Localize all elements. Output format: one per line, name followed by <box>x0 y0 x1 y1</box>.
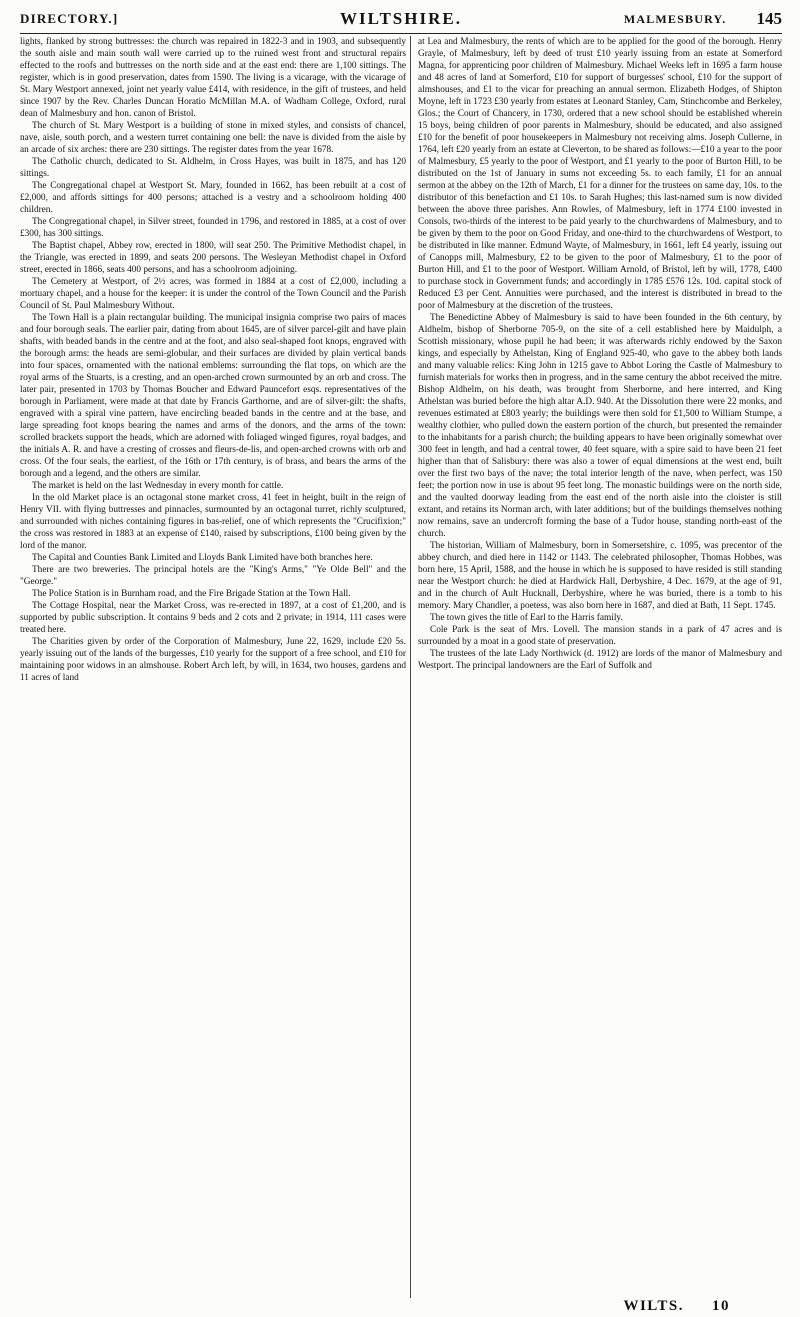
paragraph: The Charities given by order of the Corporation of Malmesbury, June 22, 1629, include £20 5s. yearly issuing out of the lands of the burgesses, £10 yearly for the support of a free school, and £10 for maintaining poor widows in an almshouse. Robert Arch left, by will, in 1634, two houses, gardens and 11 acres of land <box>20 637 406 683</box>
page-footer <box>623 1298 730 1316</box>
column-divider <box>410 36 411 1298</box>
paragraph: The Catholic church, dedicated to St. Aldhelm, in Cross Hayes, was built in 1875, and has 120 sittings. <box>20 157 406 179</box>
header-county-title: WILTSHIRE. <box>340 9 462 28</box>
paragraph: The church of St. Mary Westport is a building of stone in mixed styles, and consists of chancel, nave, aisle, south porch, and a western turret containing one bell: the nave is divided from the aisle by an arcade of six arches: there are 230 sittings. The register dates from the year 1678. <box>20 121 406 155</box>
page-header <box>20 6 782 32</box>
footer-signature-label: WILTS. <box>623 1298 684 1314</box>
paragraph: The Cemetery at Westport, of 2½ acres, was formed in 1884 at a cost of £2,000, including a mortuary chapel, and a house for the keeper: it is under the control of the Town Council and the Parish Council of St. Paul Malmesbury Without. <box>20 277 406 311</box>
paragraph: The Benedictine Abbey of Malmesbury is said to have been founded in the 6th century, by Aldhelm, bishop of Sherborne 705-9, on the site of a cell established here by Maidulph, a Scottish missionary, whose pupil he had been; it was afterwards richly endowed by the Saxon kings, and especially by Athelstan, King of England 925-40, who gave to the abbey both lands and many valuable relics: King John in 1215 gave to Abbot Loring the Castle of Malmesbury to furnish materials for works then in progress, and in the same century the abbot received the mitre. Bishop Aldhelm, on his death, was brought from Sherborne, and here interred, and King Athelstan was buried before the high altar A.D. 940. At the Dissolution there were 22 monks, and revenues estimated at £803 yearly; the buildings were then sold for £1,500 to William Stumpe, a wealthy clothier, who pulled down the eastern portion of the church, but presented the remainder to the inhabitants for a parish church; the building appears to have been originally somewhat over 300 feet in length, and had a central tower, 40 feet square, with a spire said to have been 21 feet higher than that of Salisbury: there was also a tower of equal dimensions at the west end, built over the first two bays of the nave; the total interior length of the nave, when perfect, was 150 feet; the portion now in use is about 95 feet long. The monastic buildings were on the north side, and the vaulted doorway leading from the east end of the north aisle into the cloister is still extant, and retains its Norman arch, with later additions; but of the buildings themselves nothing now remains, save an undercroft forming the base of a Tudor house, standing north-east of the church. <box>418 313 782 539</box>
header-town-title: MALMESBURY. <box>623 11 727 26</box>
paragraph: The Cottage Hospital, near the Market Cross, was re-erected in 1897, at a cost of £1,200, and is supported by public subscription. It contains 9 beds and 2 cots and 2 private; in 1914, 111 cases were treated here. <box>20 601 406 635</box>
paragraph: In the old Market place is an octagonal stone market cross, 41 feet in height, built in the reign of Henry VII. with flying buttresses and pinnacles, surmounted by an octagonal turret, richly sculptured, and surrounded with niches containing figures in bas-relief, one of which represents the "Crucifixion;" the cross was restored in 1883 at an expense of £140, raised by subscriptions, £100 being given by the lord of the manor. <box>20 493 406 551</box>
header-section-label: DIRECTORY.] <box>20 11 119 26</box>
paragraph: The market is held on the last Wednesday in every month for cattle. <box>32 481 284 491</box>
paragraph: The Capital and Counties Bank Limited and Lloyds Bank Limited have both branches here. <box>32 553 373 563</box>
paragraph: The Police Station is in Burnham road, and the Fire Brigade Station at the Town Hall. <box>32 589 351 599</box>
paragraph: The trustees of the late Lady Northwick (d. 1912) are lords of the manor of Malmesbury and Westport. The principal landowners are the Earl of Suffolk and <box>418 649 782 671</box>
paragraph: The historian, William of Malmesbury, born in Somersetshire, c. 1095, was precentor of the abbey church, and died here in 1142 or 1143. The celebrated philosopher, Thomas Hobbes, was born here, 15 April, 1588, and the house in which he is supposed to have resided is still standing near the Westport church: he died at Hardwick Hall, Derbyshire, 4 Dec. 1679, at the age of 91, and in the church of Ault Hucknall, Derbyshire, where he was buried, there is a tomb to his memory. Mary Chandler, a poetess, was also born here in 1687, and died at Bath, 11 Sept. 1745. <box>418 541 782 611</box>
paragraph: The town gives the title of Earl to the Harris family. <box>430 613 623 623</box>
paragraph: Cole Park is the seat of Mrs. Lovell. The mansion stands in a park of 47 acres and is surrounded by a moat in a good state of preservation. <box>418 625 782 647</box>
footer-signature-number: 10 <box>712 1298 730 1314</box>
paragraph: lights, flanked by strong buttresses: the church was repaired in 1822-3 and in 1903, and subsequently the south aisle and main south wall were carried up to the ruined west front and structural repairs effected to the roofs and buttresses on the north side and at the east end: there are 1,100 sittings. The register, which is in good preservation, dates from 1590. The living is a vicarage, with the vicarage of St. Mary Westport annexed, joint net yearly value £414, with residence, in the gift of trustees, and held since 1907 by the Rev. Charles Duncan Horatio McMillan M.A. of Wadham College, Oxford, rural dean of Malmesbury and hon. canon of Bristol. <box>20 37 406 119</box>
header-right-group <box>582 9 782 29</box>
left-column <box>20 36 406 1298</box>
right-column <box>418 36 782 1298</box>
paragraph: The Baptist chapel, Abbey row, erected in 1800, will seat 250. The Primitive Methodist chapel, in the Triangle, was erected in 1899, and seats 200 persons. The Wesleyan Methodist chapel in Oxford street, erected in 1866, seats 400 persons, and has a schoolroom adjoining. <box>20 241 406 275</box>
paragraph: The Congregational chapel, in Silver street, founded in 1796, and restored in 1885, at a cost of over £300, has 300 sittings. <box>20 217 406 239</box>
paragraph: The Town Hall is a plain rectangular building. The municipal insignia comprise two pairs of maces and four borough seals. The earlier pair, dating from about 1645, are of silver parcel-gilt and have plain shafts, with beaded bands in the centre and at the foot, and also seal-shaped foot knops, engraved with the borough arms: the heads are semi-globular, and their surfaces are divided by plain vertical bands into four spaces, ornamented with the national emblems: surrounding the flat tops, on which are the royal arms of the Stuarts, is a cresting, and an open-arched crown surmounted by an orb and cross. The later pair, presented in 1703 by Thomas Boucher and Edward Pauncefort esqs. representatives of the borough in Parliament, were made at that date by Francis Garthorne, and are of silver-gilt: the shafts, engraved with a spiral vine pattern, have encircling beaded bands in the centre and at the base, and large spreading foot knops bearing the names and arms of the donors, and the arms of the town: scrolled brackets support the heads, which are adorned with foliaged winged figures, royal badges, and the initials A. R. and have a cresting of crosses and fleurs-de-lis, and open-arched crowns with orb and cross. Of the four seals, the earliest, of the 16th or 17th century, is of brass, and bears the arms of the borough and a legend, and the others are similar. <box>20 313 406 479</box>
paragraph: There are two breweries. The principal hotels are the "King's Arms," "Ye Olde Bell" and the "George." <box>20 565 406 587</box>
header-rule <box>20 33 782 34</box>
paragraph: The Congregational chapel at Westport St. Mary, founded in 1662, has been rebuilt at a cost of £2,000, and affords sittings for 400 persons; attached is a vestry and a schoolroom holding 400 children. <box>20 181 406 215</box>
paragraph: at Lea and Malmesbury, the rents of which are to be applied for the good of the borough. Henry Grayle, of Malmesbury, left by deed of trust £10 yearly issuing from an estate at Somerford Magna, for apprenticing poor children of Malmesbury. Michael Weeks left in 1695 a farm house and 48 acres of land at Somerford, £10 for support of burgesses' school, £10 for the support of almshouses, and £1 to the vicar for preaching an annual sermon. Elizabeth Hodges, of Shipton Moyne, left in 1723 £30 yearly from estates at Leonard Stanley, Cam, Stinchcombe and Berkeley, Glos.; the Court of Chancery, in 1730, ordered that a new school should be established wherein 15 boys, being children of poor parents in Malmesbury, should be educated, and also assigned £10 for the benefit of poor housekeepers in Malmesbury not receiving alms. Joseph Cullerne, in 1764, left £20 yearly from an estate at Cleverton, to be shared as follows:—£10 a year to the poor of Malmesbury, £5 yearly to the poor of Westport, and £1 yearly to the poor of Burton Hill, to be distributed on the 1st of January in sums not exceeding 5s. to each family, £1 for an annual sermon at the abbey on the 12th of March, £1 for a dinner for the trustees on same day, 10s. to the distributor of this benefaction and £1 10s. to Sarah Hughes; this last-named sum is now divided between the above three parishes. Ann Rowles, of Malmesbury, left in 1774 £100 invested in Consols, two-thirds of the interest to be paid yearly to the churchwardens of Malmesbury, and to be given by them to the poor on Good Friday, and one-third to the churchwardens of Westport, to be distributed in like manner. Edmund Wayte, of Malmesbury, in 1661, left £4 yearly, issuing out of Canopps mill, Malmesbury, £2 to be given to the poor of Malmesbury, £1 to the poor of Burton Hill, and £1 to the poor of Westport. William Arnold, of Bristol, left by will, 1778, £400 to purchase stock in Government funds; and accordingly in 1785 £576 12s. 10d. capital stock of Reduced £3 per Cent. Annuities were purchased, and the interest is distributed in bread to the poor of Malmesbury at the discretion of the trustees. <box>418 37 782 311</box>
page-number: 145 <box>756 9 782 28</box>
